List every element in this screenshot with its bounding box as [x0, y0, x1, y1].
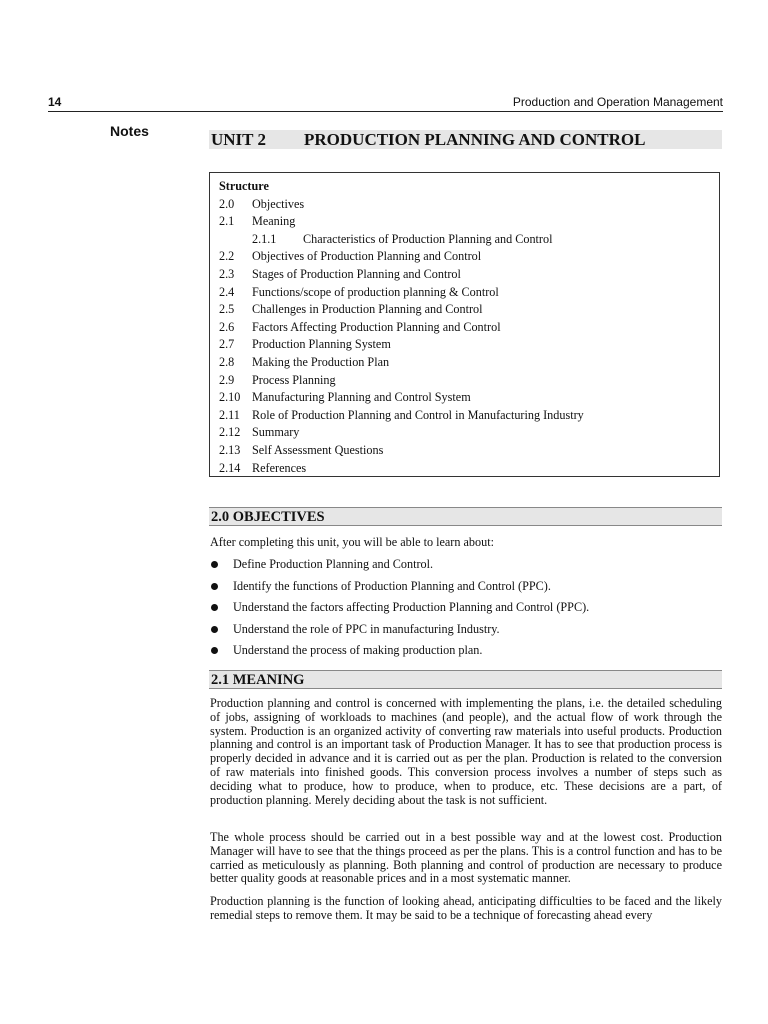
running-title: Production and Operation Management: [512, 95, 723, 109]
page-number: 14: [48, 95, 62, 109]
toc-text: Meaning: [252, 214, 296, 229]
toc-item-2-8: [219, 354, 719, 372]
toc-number: 2.4: [219, 284, 235, 299]
bullet-text: Identify the functions of Production Planning and Control (PPC).: [233, 578, 551, 593]
toc-number: 2.2: [219, 249, 235, 264]
toc-text: Self Assessment Questions: [252, 442, 384, 457]
bullet-icon: [211, 604, 218, 611]
bullet-icon: [211, 561, 218, 568]
toc-item-2-6: [219, 319, 719, 337]
toc-text: Process Planning: [252, 372, 336, 387]
meaning-paragraph-3: Production planning is the function of looking ahead, anticipating difficulties to be faced and the likely remedial steps to remove them. It may be said to be a technique of forecasting ahead every: [210, 894, 722, 922]
structure-title: Structure: [219, 179, 269, 193]
toc-number: 2.13: [219, 442, 241, 457]
toc-number: 2.1.1: [252, 231, 277, 246]
toc-item-2-0: [219, 196, 719, 214]
toc-number: 2.1: [219, 214, 235, 229]
bullet-text: Understand the process of making production plan.: [233, 643, 483, 658]
toc-number: 2.9: [219, 372, 235, 387]
toc-text: Stages of Production Planning and Control: [252, 266, 461, 281]
structure-box: [209, 172, 720, 477]
meaning-paragraph-2: The whole process should be carried out in a best possible way and at the lowest cost. Production Manager will have to see that the things proceed as per the plans. This is a control function and has to be carried as meticulously as planning. Both planning and control of production are necessary to produce better quality goods at reasonable prices and in a most systematic manner.: [210, 830, 722, 886]
toc-item-2-2: [219, 248, 719, 266]
unit-heading: [209, 130, 722, 149]
toc-item-2-9: [219, 372, 719, 390]
bullet-text: Understand the role of PPC in manufacturing Industry.: [233, 621, 500, 636]
toc-item-2-4: [219, 284, 719, 302]
bullet-icon: [211, 626, 218, 633]
toc-item-2-10: [219, 389, 719, 407]
meaning-paragraph-1: Production planning and control is concerned with implementing the plans, i.e. the detailed scheduling of jobs, assigning of workloads to machines (and people), and the actual flow of work through the system. Production is an organized activity of converting raw materials into useful products. Production planning and control is an important task of Production Manager. It has to see that production process is properly decided in advance and it is carried out as per the plan. Production is related to the conversion of raw materials into finished goods. This conversion process involves a number of steps such as deciding what to produce, how to produce, when to produce, etc. These decisions are a part, of production planning. Merely deciding about the task is not sufficient.: [210, 696, 722, 807]
unit-title: PRODUCTION PLANNING AND CONTROL: [304, 130, 646, 149]
toc-text: Objectives: [252, 196, 305, 211]
page-header: [48, 95, 723, 112]
toc-number: 2.10: [219, 390, 241, 405]
toc-item-2-7: [219, 336, 719, 354]
toc-number: 2.0: [219, 196, 235, 211]
toc-item-2-14: [219, 460, 719, 478]
meaning-heading: 2.1 MEANING: [209, 670, 722, 689]
toc-text: References: [252, 460, 307, 475]
toc-number: 2.11: [219, 407, 240, 422]
toc-text: Making the Production Plan: [252, 354, 390, 369]
bullet-icon: [211, 583, 218, 590]
toc-number: 2.12: [219, 425, 241, 440]
toc-text: Characteristics of Production Planning and Control: [303, 231, 553, 246]
toc-text: Role of Production Planning and Control in Manufacturing Industry: [252, 407, 584, 422]
toc-text: Challenges in Production Planning and Control: [252, 302, 483, 317]
toc-text: Factors Affecting Production Planning and Control: [252, 319, 501, 334]
toc-number: 2.5: [219, 302, 235, 317]
toc-item-2-1: [219, 213, 719, 231]
toc-item-2-11: [219, 407, 719, 425]
toc-item-2-5: [219, 301, 719, 319]
bullet-text: Understand the factors affecting Production Planning and Control (PPC).: [233, 600, 590, 615]
toc-text: Production Planning System: [252, 337, 391, 352]
toc-number: 2.3: [219, 266, 235, 281]
toc-item-2-12: [219, 424, 719, 442]
objectives-heading: 2.0 OBJECTIVES: [209, 507, 722, 526]
bullet-text: Define Production Planning and Control.: [233, 557, 434, 571]
toc-number: 2.8: [219, 354, 235, 369]
toc-text: Summary: [252, 425, 300, 440]
toc-number: 2.7: [219, 337, 235, 352]
toc-item-2-1-1: [219, 231, 719, 249]
toc-text: Manufacturing Planning and Control System: [252, 390, 471, 405]
toc-text: Objectives of Production Planning and Control: [252, 249, 482, 264]
toc-item-2-3: [219, 266, 719, 284]
notes-label: Notes: [110, 123, 149, 139]
toc-item-2-13: [219, 442, 719, 460]
toc-number: 2.6: [219, 319, 235, 334]
toc-number: 2.14: [219, 460, 241, 475]
bullet-icon: [211, 647, 218, 654]
objectives-intro: After completing this unit, you will be able to learn about:: [210, 535, 494, 549]
toc-text: Functions/scope of production planning & Control: [252, 284, 499, 299]
unit-number: UNIT 2: [211, 130, 266, 149]
